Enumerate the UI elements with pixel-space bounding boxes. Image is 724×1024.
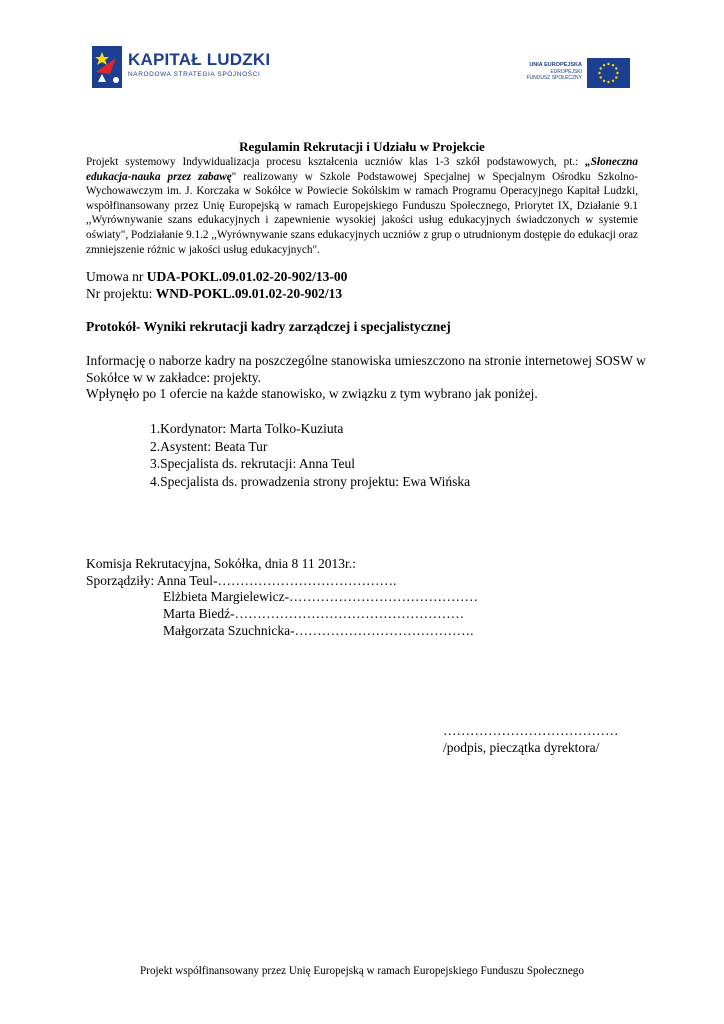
eu-logo-text (520, 62, 582, 82)
director-signature-dots: ………………………………… (443, 723, 619, 738)
signatory-line: Sporządziły: Anna Teul-…………………………………. (86, 573, 397, 588)
positions-list (150, 420, 470, 490)
contract-number-line (86, 269, 347, 286)
project-number-line (86, 286, 342, 303)
list-item: 4.Specjalista ds. prowadzenia strony projektu: Ewa Wińska (150, 473, 471, 489)
intro-project-name: „Słoneczna edukacja-nauka przez zabawę (86, 156, 638, 183)
document-title: Regulamin Rekrutacji i Udziału w Projekcie (239, 139, 485, 154)
footer-text: Projekt współfinansowany przez Unię Europejską w ramach Europejskiego Funduszu Społecznego (140, 965, 584, 977)
contract-number-label: Umowa nr (86, 269, 147, 284)
intro-text-1: Projekt systemowy Indywidualizacja procesu kształcenia uczniów klas 1-3 szkół podstawowych, pt.: (86, 156, 586, 168)
kapital-ludzki-title: KAPITAŁ LUDZKI (128, 50, 271, 69)
list-item: 1.Kordynator: Marta Tolko-Kuziuta (150, 421, 344, 436)
intro-paragraph (86, 155, 638, 257)
info-line-1: Informację o naborze kadry na poszczególne stanowiska umieszczono na stronie internetowej SOSW w Sokółce w w zakładce: projekty. (86, 353, 646, 385)
committee-line: Komisja Rekrutacyjna, Sokółka, dnia 8 11 2013r.: (86, 556, 356, 571)
signatory-line: Elżbieta Margielewicz-…………………………………… (163, 589, 479, 604)
kapital-ludzki-subtitle: NARODOWA STRATEGIA SPÓJNOŚCI (128, 71, 261, 78)
contract-number-value: UDA-POKL.09.01.02-20-902/13-00 (146, 269, 348, 284)
protocol-title: Protokół- Wyniki rekrutacji kadry zarządczej i specjalistycznej (86, 319, 451, 334)
signatory-line: Marta Biedź-…………………………………………… (163, 606, 465, 621)
list-item: 2.Asystent: Beata Tur (150, 438, 268, 454)
eu-logo-line1: UNIA EUROPEJSKA (529, 62, 582, 68)
info-line-2: Wpłynęło po 1 ofercie na każde stanowisko, w związku z tym wybrano jak poniżej. (86, 386, 538, 401)
eu-logo-line3: FUNDUSZ SPOŁECZNY (526, 75, 582, 81)
director-signature-label: /podpis, pieczątka dyrektora/ (443, 740, 600, 755)
project-number-label: Nr projektu: (86, 286, 156, 301)
project-number-value: WND-POKL.09.01.02-20-902/13 (155, 286, 343, 301)
eu-logo-line2: EUROPEJSKI (550, 68, 582, 75)
intro-text-2: " realizowany w Szkole Podstawowej Specjalnej w Specjalnym Ośrodku Szkolno-Wychowawczym im. J. Korczaka w Sokółce w Powiecie Sokólskim w ramach Programu Operacyjnego Kapitał Ludzki, współfinansowany przez Unię Europejską w ramach Europejskiego Funduszu Społecznego, Priorytet IX, Działanie 9.1 ,,Wyrównywanie szans edukacyjnych i zapewnienie wysokiej jakości usług edukacyjnych świadczonych w systemie oświaty", Podziałanie 9.1.2 ,,Wyrównywanie szans edukacyjnych uczniów z grup o utrudnionym dostępie do edukacji oraz zmniejszenie różnic w jakości usług edukacyjnych". (86, 170, 638, 256)
info-paragraph (86, 353, 646, 403)
list-item: 3.Specjalista ds. rekrutacji: Anna Teul (150, 456, 356, 471)
kapital-ludzki-emblem-icon (90, 44, 130, 90)
eu-flag-icon (587, 58, 630, 88)
signatory-line: Małgorzata Szuchnicka-…………………………………. (163, 623, 474, 638)
